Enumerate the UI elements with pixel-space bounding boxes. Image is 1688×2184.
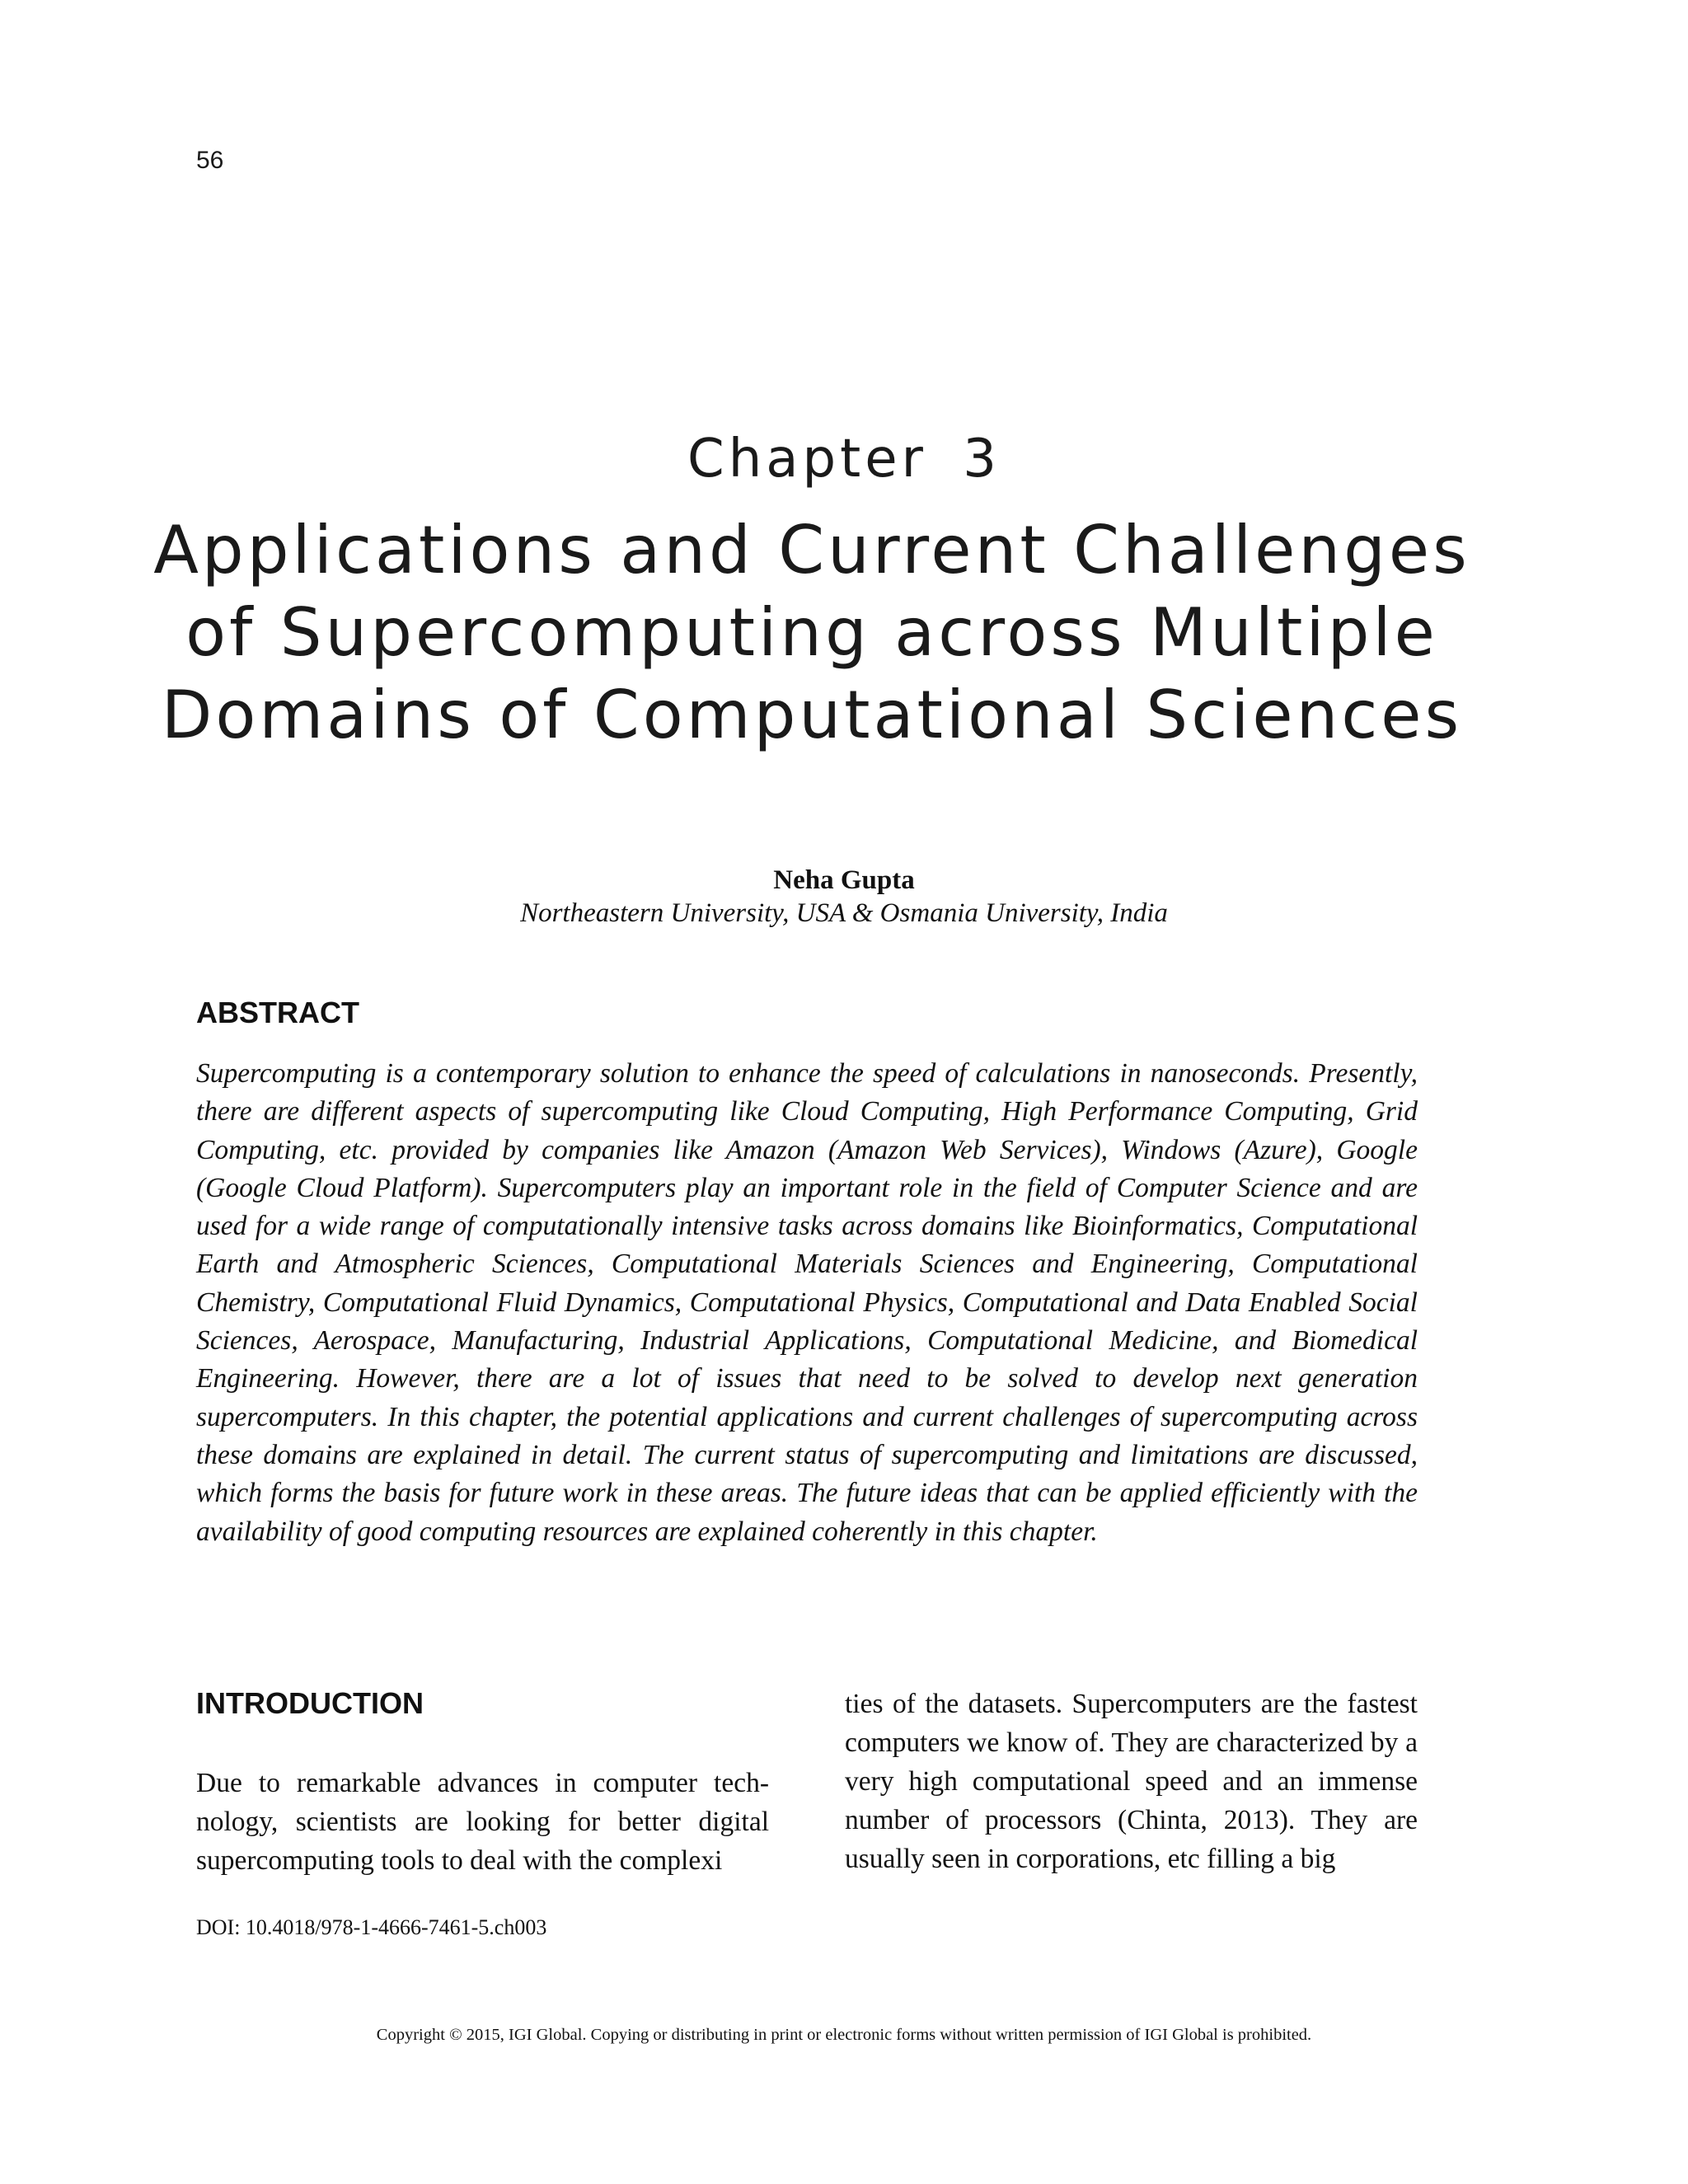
abstract-heading: ABSTRACT <box>196 996 359 1029</box>
introduction-left-column: Due to remarkable advances in computer technology, scientists are looking for better digital supercomputing tools to deal with the complexi <box>196 1768 769 1876</box>
copyright-notice: Copyright © 2015, IGI Global. Copying or distributing in print or electronic forms without written permission of IGI Global is prohibited. <box>376 2026 1312 2044</box>
page-number: 56 <box>196 147 224 174</box>
chapter-title: Applications and Current Challenges of Supercomputing across Multiple Domains of Computational Sciences <box>153 512 1470 753</box>
doi-text: DOI: 10.4018/978-1-4666-7461-5.ch003 <box>196 1915 547 1939</box>
author-name: Neha Gupta <box>773 865 915 895</box>
chapter-label: Chapter 3 <box>687 429 1001 490</box>
abstract-text: Supercomputing is a contemporary solution to enhance the speed of calculations in nanoseconds. Presently, there are different aspects of supercomputing like Cloud Computing, High Performance Computing, Grid Computing, etc. provided by companies like Amazon (Amazon Web Services), Windows (Azure), Google (Google Cloud Platform). Supercomputers play an important role in the field of Computer Science and are used for a wide range of computationally intensive tasks across domains like Bioinformatics, Computational Earth and Atmospheric Sciences, Computational Materials Sciences and Engineering, Computational Chemistry, Computational Fluid Dynamics, Computational Physics, Computational and Data Enabled Social Sciences, Aerospace, Manufacturing, Industrial Applications, Computational Medicine, and Biomedical Engineering. However, there are a lot of issues that need to be solved to develop next generation supercomputers. In this chapter, the potential applications and current challenges of supercomputing across these domains are explained in detail. The current status of supercomputing and limitations are discussed, which forms the basis for future work in these areas. The future ideas that can be applied efficiently with the availability of good computing resources are explained coherently in this chapter. <box>196 1058 1418 1547</box>
introduction-heading: INTRODUCTION <box>196 1686 424 1720</box>
author-affiliation: Northeastern University, USA & Osmania University, India <box>520 898 1168 928</box>
introduction-right-column: ties of the datasets. Supercomputers are the fastest computers we know of. They are characterized by a very high computational speed and an immense number of processors (Chinta, 2013). They are usually seen in corporations, etc filling a big <box>845 1689 1418 1874</box>
